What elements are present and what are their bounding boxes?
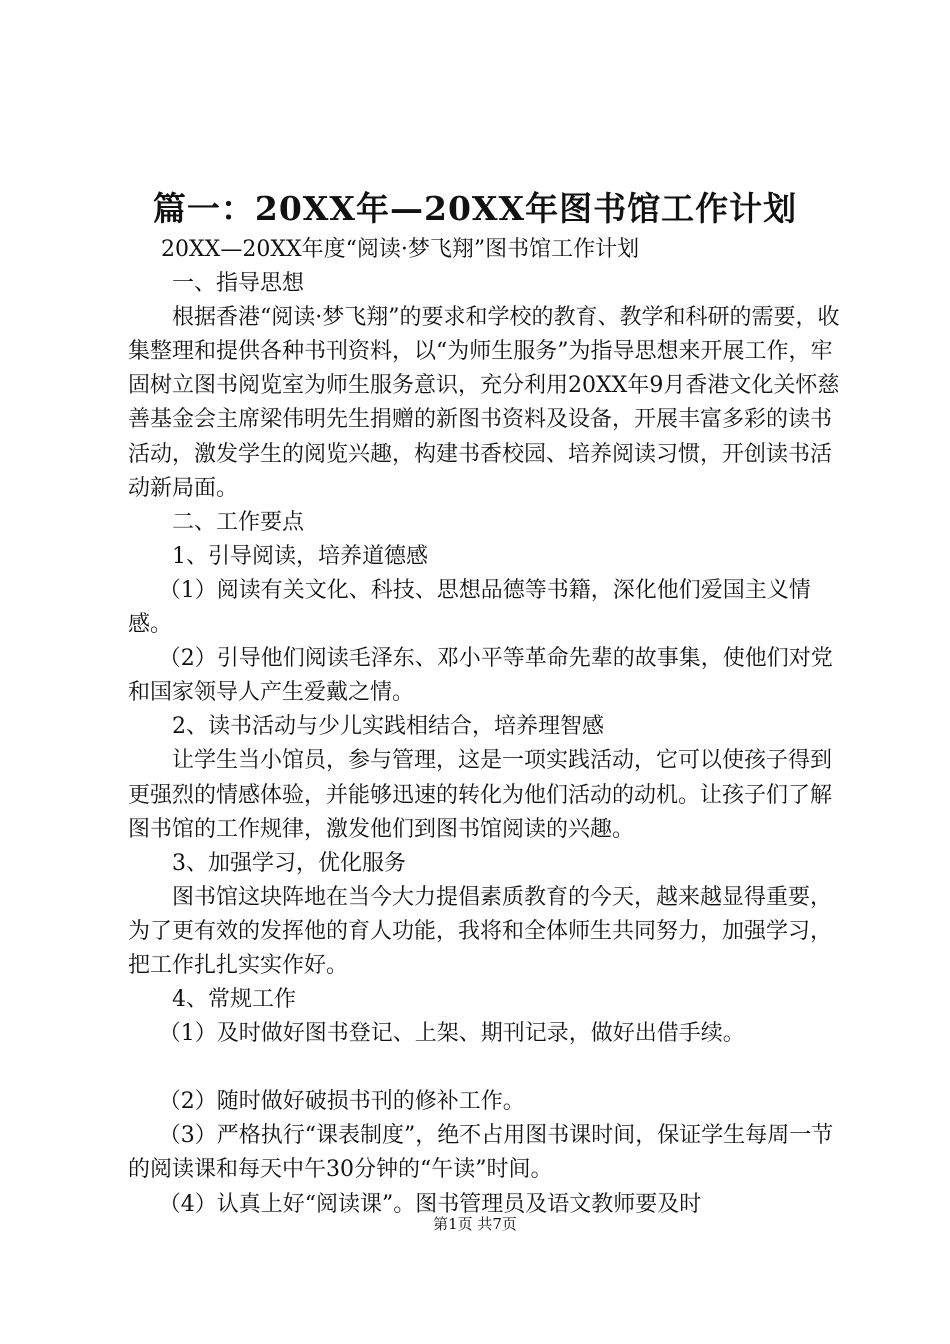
page-number-footer: 第1页 共7页 (433, 1215, 517, 1233)
subheading-reading-practice: 2、读书活动与少儿实践相结合，培养理智感 (172, 714, 604, 740)
item-revolutionary-stories: （2）引导他们阅读毛泽东、邓小平等革命先辈的故事集，使他们对党和国家领导人产生爱戴之情。 (128, 646, 833, 706)
item-book-registration: （1）及时做好图书登记、上架、期刊记录，做好出借手续。 (158, 1021, 745, 1047)
document-title: 篇一：20XX年—20XX年图书馆工作计划 (152, 189, 798, 228)
paragraph-library-role: 图书馆这块阵地在当今大力提倡素质教育的今天，越来越显得重要，为了更有效的发挥他的育人功能，我将和全体师生共同努力，加强学习，把工作扎扎实实作好。 (128, 884, 833, 978)
section-heading-guiding-thought: 一、指导思想 (172, 271, 305, 297)
item-schedule-system: （3）严格执行“课表制度”，绝不占用图书课时间，保证学生每周一节的阅读课和每天中午30分钟的“午读”时间。 (128, 1123, 834, 1183)
document-body (128, 233, 843, 1222)
subheading-guided-reading: 1、引导阅读，培养道德感 (172, 543, 428, 569)
item-book-repair: （2）随时做好破损书刊的修补工作。 (158, 1089, 525, 1115)
blank-line (128, 1051, 843, 1085)
plan-subtitle: 20XX—20XX年度“阅读·梦飞翔”图书馆工作计划 (161, 237, 640, 262)
paragraph-student-librarian: 让学生当小馆员，参与管理，这是一项实践活动，它可以使孩子得到更强烈的情感体验，并能够迅速的转化为他们活动的动机。让孩子们了解图书馆的工作规律，激发他们到图书馆阅读的兴趣。 (128, 748, 833, 842)
item-reading-class: （4）认真上好“阅读课”。图书管理员及语文教师要及时 (158, 1191, 702, 1217)
subheading-routine-work: 4、常规工作 (172, 987, 296, 1013)
item-reading-books: （1）阅读有关文化、科技、思想品德等书籍，深化他们爱国主义情感。 (128, 577, 811, 638)
paragraph-guiding-thought: 根据香港“阅读·梦飞翔”的要求和学校的教育、教学和科研的需要，收集整理和提供各种书刊资料，以“为师生服务”为指导思想来开展工作，牢固树立图书阅览室为师生服务意识，充分利用20XX年9月香港文化关怀慈善基金会主席梁伟明先生捐赠的新图书资料及设备，开展丰富多彩的读书活动，激发学生的阅览兴趣，构建书香校园、培养阅读习惯，开创读书活动新局面。 (128, 305, 840, 501)
subheading-learning-service: 3、加强学习，优化服务 (172, 850, 406, 876)
section-heading-work-points: 二、工作要点 (172, 509, 305, 535)
